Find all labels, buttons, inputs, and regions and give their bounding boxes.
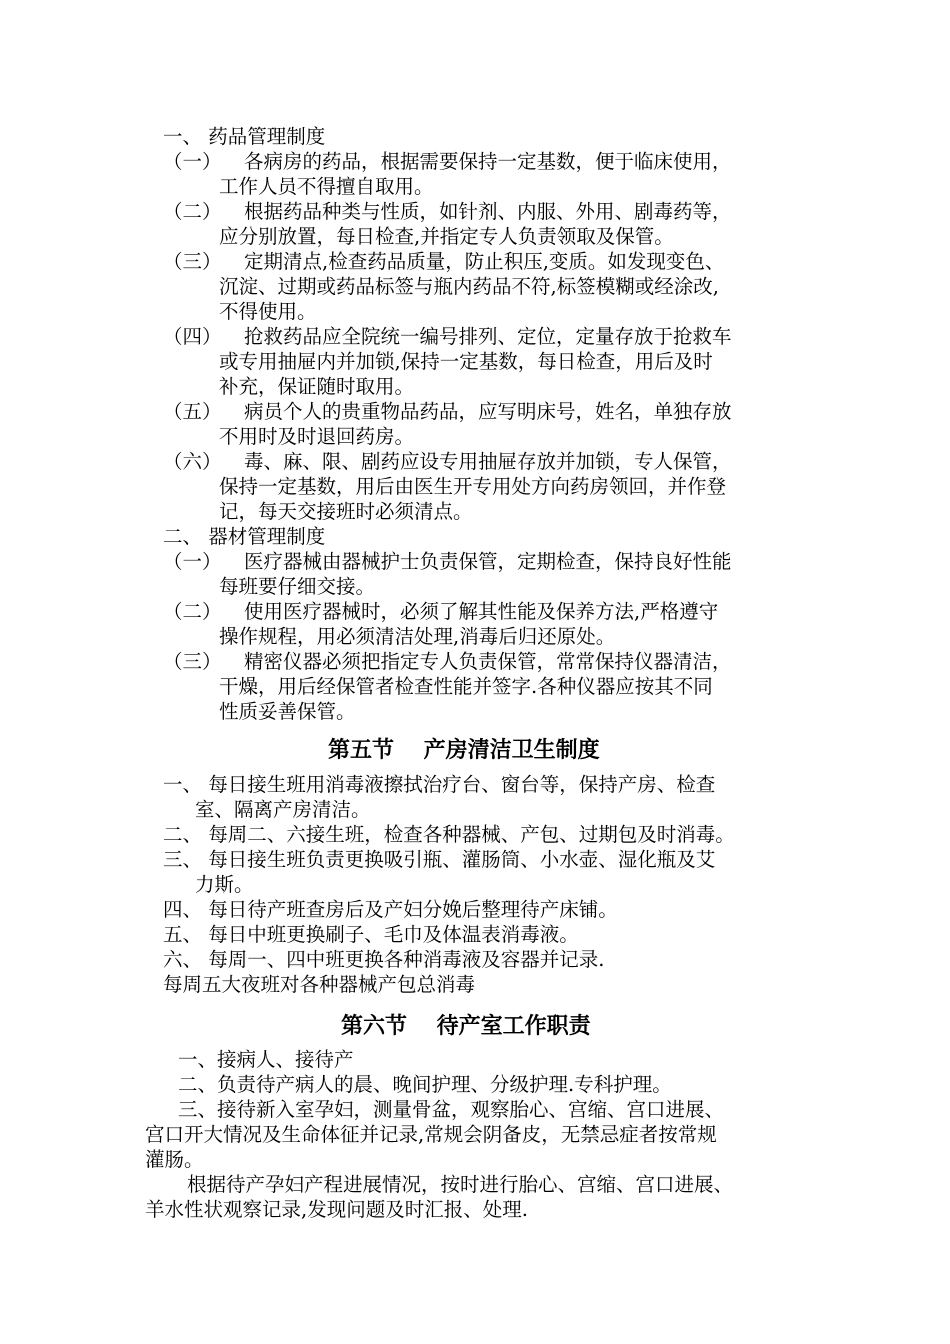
item-text: 干燥，用后经保管者检查性能并签字.各种仪器应按其不同	[219, 675, 713, 698]
duty-line: 一、接病人、接待产	[178, 1048, 354, 1071]
item-text: 补充，保证随时取用。	[219, 375, 415, 398]
item-text: 性质妥善保管。	[219, 700, 356, 723]
section-title-5: 第五节 产房清洁卫生制度	[328, 738, 600, 763]
item-text: 操作规程，用必须清洁处理,消毒后归还原处。	[219, 625, 616, 648]
rule-line: 二、 每周二、六接生班，检查各种器械、产包、过期包及时消毒。	[163, 823, 735, 846]
item-text: 医疗器械由器械护士负责保管，定期检查，保持良好性能	[244, 550, 732, 573]
item-text: 工作人员不得擅自取用。	[219, 175, 434, 198]
item-text: 各病房的药品，根据需要保持一定基数，便于临床使用，	[244, 150, 732, 173]
duty-line: 宫口开大情况及生命体征并记录,常规会阴备皮，无禁忌症者按常规	[145, 1123, 717, 1146]
rule-line: 一、 每日接生班用消毒液擦拭治疗台、窗台等，保持产房、检查	[163, 773, 716, 796]
item-text: 保持一定基数，用后由医生开专用处方向药房领回，并作登	[219, 475, 727, 498]
item-number: （三）	[163, 250, 222, 273]
item-text: 记，每天交接班时必须清点。	[219, 500, 473, 523]
duty-line: 二、负责待产病人的晨、晚间护理、分级护理.专科护理。	[178, 1073, 672, 1096]
item-number: （二）	[163, 600, 222, 623]
item-number: （一）	[163, 550, 222, 573]
rule-line: 室、隔离产房清洁。	[195, 798, 371, 821]
item-text: 定期清点,检查药品质量，防止积压,变质。如发现变色、	[244, 250, 725, 273]
section-heading-drugs: 一、 药品管理制度	[163, 125, 326, 148]
section-title-6: 第六节 待产室工作职责	[341, 1014, 591, 1039]
duty-line: 羊水性状观察记录,发现问题及时汇报、处理.	[145, 1198, 528, 1221]
item-text: 每班要仔细交接。	[219, 575, 376, 598]
section-heading-equipment: 二、 器材管理制度	[163, 525, 326, 548]
item-text: 不用时及时退回药房。	[219, 425, 415, 448]
rule-line: 五、 每日中班更换刷子、毛巾及体温表消毒液。	[163, 923, 579, 946]
rule-line: 四、 每日待产班查房后及产妇分娩后整理待产床铺。	[163, 898, 618, 921]
rule-line: 力斯。	[195, 873, 254, 896]
item-text: 不得使用。	[219, 300, 317, 323]
rule-line: 每周五大夜班对各种器械产包总消毒	[163, 973, 476, 996]
item-number: （一）	[163, 150, 222, 173]
item-text: 应分别放置，每日检查,并指定专人负责领取及保管。	[219, 225, 674, 248]
item-text: 毒、麻、限、剧药应设专用抽屉存放并加锁，专人保管，	[244, 450, 732, 473]
item-number: （五）	[163, 400, 222, 423]
rule-line: 六、 每周一、四中班更换各种消毒液及容器并记录.	[163, 948, 605, 971]
item-number: （四）	[163, 325, 222, 348]
duty-line: 灌肠。	[145, 1148, 204, 1171]
item-text: 精密仪器必须把指定专人负责保管，常常保持仪器清洁，	[244, 650, 732, 673]
item-text: 病员个人的贵重物品药品，应写明床号，姓名，单独存放	[244, 400, 732, 423]
rule-line: 三、 每日接生班负责更换吸引瓶、灌肠筒、小水壶、湿化瓶及艾	[163, 848, 716, 871]
item-number: （二）	[163, 200, 222, 223]
duty-line: 根据待产孕妇产程进展情况，按时进行胎心、宫缩、宫口进展、	[187, 1173, 734, 1196]
item-number: （三）	[163, 650, 222, 673]
item-text: 抢救药品应全院统一编号排列、定位，定量存放于抢救车	[244, 325, 732, 348]
item-text: 根据药品种类与性质，如针剂、内服、外用、剧毒药等，	[244, 200, 732, 223]
item-text: 或专用抽屉内并加锁,保持一定基数，每日检查，用后及时	[219, 350, 713, 373]
duty-line: 三、接待新入室孕妇，测量骨盆，观察胎心、宫缩、宫口进展、	[178, 1098, 725, 1121]
item-number: （六）	[163, 450, 222, 473]
item-text: 沉淀、过期或药品标签与瓶内药品不符,标签模糊或经涂改,	[219, 275, 719, 298]
item-text: 使用医疗器械时，必须了解其性能及保养方法,严格遵守	[244, 600, 719, 623]
